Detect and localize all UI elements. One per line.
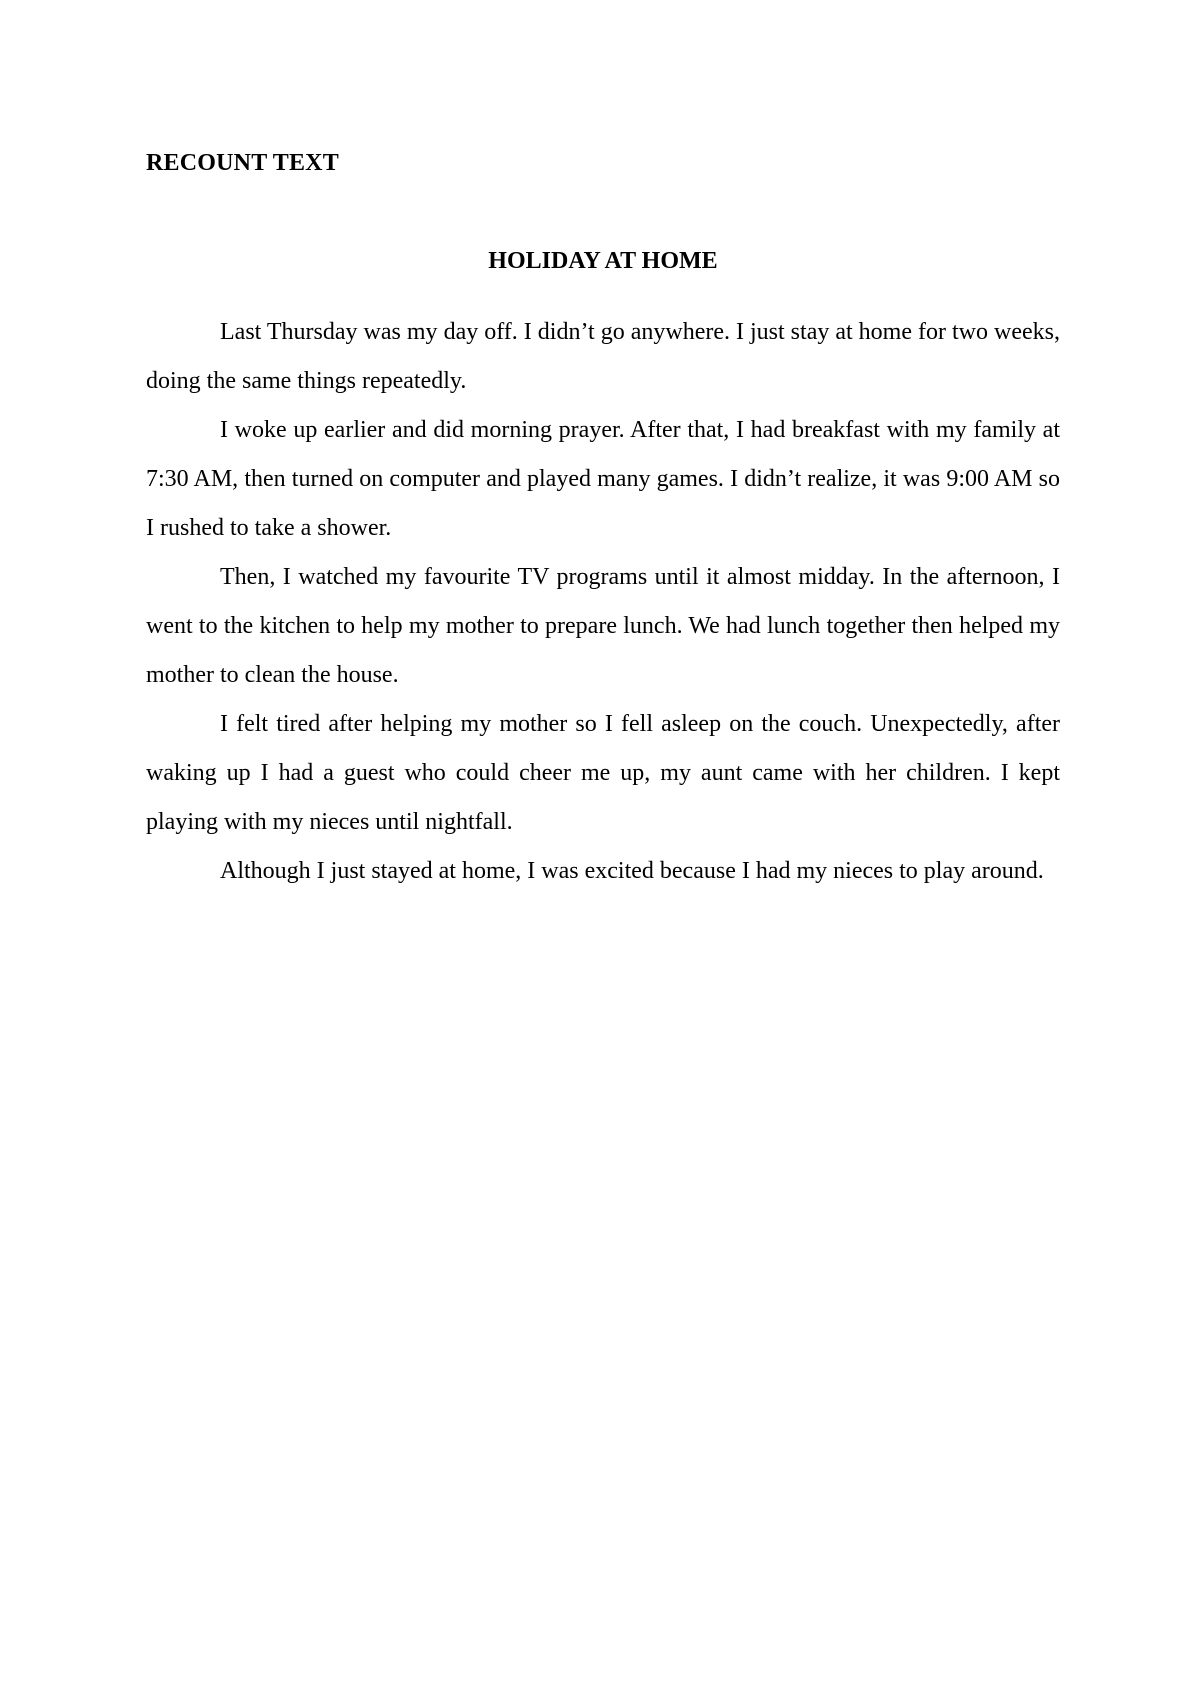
paragraph: I woke up earlier and did morning prayer. After that, I had breakfast with my family at 7:30 AM, then turned on computer and played many games. I didn’t realize, it was 9:00 AM so I rushed to take a shower. [146,417,1060,541]
document-body [146,308,1060,896]
paragraph: Last Thursday was my day off. I didn’t go anywhere. I just stay at home for two weeks, doing the same things repeatedly. [146,319,1060,394]
paragraph: Although I just stayed at home, I was excited because I had my nieces to play around. [220,858,1044,884]
document-title: HOLIDAY AT HOME [488,248,718,274]
paragraph: I felt tired after helping my mother so I fell asleep on the couch. Unexpectedly, after waking up I had a guest who could cheer me up, my aunt came with her children. I kept playing with my nieces until nightfall. [146,711,1060,835]
document-label: RECOUNT TEXT [146,150,339,176]
paragraph: Then, I watched my favourite TV programs until it almost midday. In the afternoon, I went to the kitchen to help my mother to prepare lunch. We had lunch together then helped my mother to clean the house. [146,564,1060,688]
